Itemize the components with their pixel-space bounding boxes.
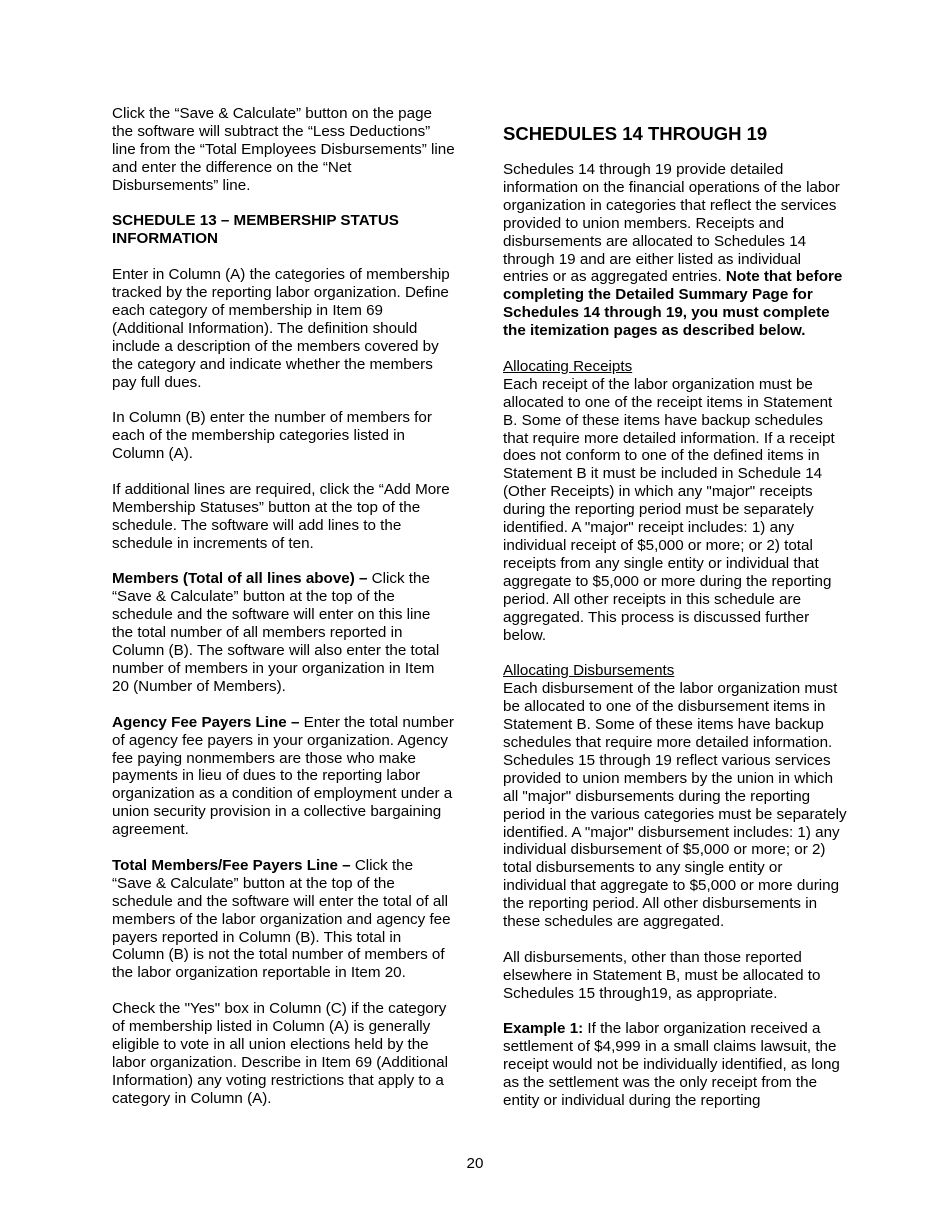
schedule-13-heading: SCHEDULE 13 – MEMBERSHIP STATUS INFORMATION — [112, 212, 399, 248]
allocating-disbursements-heading: Allocating Disbursements — [503, 662, 675, 680]
allocating-receipts-heading: Allocating Receipts — [503, 357, 633, 375]
agency-fee-text: Enter the total number of agency fee payers in your organization. Agency fee paying nonmembers are those who make payments in lieu of dues to the reporting labor organization as a condition of employment under a union security provision in a collective bargaining agreement. — [112, 713, 454, 839]
example-1-text: If the labor organization received a settlement of $4,999 in a small claims lawsuit, the receipt would not be individually identified, as long as the settlement was the only receipt from the entity or individual during the reporting — [503, 1020, 840, 1110]
total-members-paragraph — [112, 857, 455, 982]
intro-bold-note: Note that before completing the Detailed Summary Page for Schedules 14 through 19, you must complete the itemization pages as described below. — [503, 268, 843, 340]
right-column — [503, 105, 848, 1128]
intro-paragraph — [503, 161, 848, 340]
example-1-paragraph — [503, 1020, 848, 1110]
allocating-receipts-paragraph: Each receipt of the labor organization must be allocated to one of the receipt items in Statement B. Some of these items have backup schedules that require more detailed information. If a receipt does not conform to one of the defined items in Statement B it must be included in Schedule 14 (Other Receipts) in which any "major" receipts during the reporting period must be separately identified. A "major" receipt includes: 1) any individual receipt of $5,000 or more; or 2) total receipts from any single entity or individual that aggregate to $5,000 or more during the reporting period. All other receipts in this schedule are aggregated. This process is discussed further below. — [503, 375, 835, 644]
agency-fee-paragraph — [112, 714, 455, 839]
allocating-disbursements-paragraph: Each disbursement of the labor organization must be allocated to one of the disbursement items in Statement B. Some of these items have backup schedules that require more detailed information. Schedules 15 through 19 reflect various services provided to union members by the union in which all "major" disbursements during the reporting period in the various categories must be separately identified. A "major" disbursement includes: 1) any individual disbursement of $5,000 or more; or 2) total disbursements to any single entity or individual that aggregate to $5,000 or more during the reporting period. All other disbursements in these schedules are aggregated. — [503, 680, 847, 931]
total-members-text: Click the “Save & Calculate” button at the top of the schedule and the software will enter the total of all members of the labor organization and agency fee payers reported in Column (B). This total in Column (B) is not the total number of members of the labor organization reportable in Item 20. — [112, 856, 451, 982]
yes-box-paragraph: Check the "Yes" box in Column (C) if the category of membership listed in Column (A) is generally eligible to vote in all union elections held by the labor organization. Describe in Item 69 (Additional Information) any voting restrictions that apply to a category in Column (A). — [112, 1000, 448, 1107]
members-total-label: Members (Total of all lines above) – — [112, 570, 368, 588]
save-calculate-paragraph: Click the “Save & Calculate” button on the page the software will subtract the “Less Deductions” line from the “Total Employees Disbursements” line and enter the difference on the “Net Disbursements” line. — [112, 105, 455, 194]
agency-fee-label: Agency Fee Payers Line – — [112, 713, 300, 731]
all-disbursements-paragraph: All disbursements, other than those reported elsewhere in Statement B, must be allocated to Schedules 15 through19, as appropriate. — [503, 948, 821, 1002]
total-members-label: Total Members/Fee Payers Line – — [112, 856, 351, 874]
column-b-paragraph: In Column (B) enter the number of members for each of the membership categories listed in Column (A). — [112, 409, 432, 463]
left-column — [112, 105, 455, 1126]
members-total-text: Click the “Save & Calculate” button at the top of the schedule and the software will enter on this line the total number of all members reported in Column (B). The software will also enter the total number of members in your organization in Item 20 (Number of Members). — [112, 570, 440, 695]
additional-lines-paragraph: If additional lines are required, click the “Add More Membership Statuses” button at the top of the schedule. The software will add lines to the schedule in increments of ten. — [112, 480, 450, 552]
members-total-paragraph — [112, 570, 455, 695]
schedules-14-19-heading: SCHEDULES 14 THROUGH 19 — [503, 123, 768, 144]
intro-text: Schedules 14 through 19 provide detailed information on the financial operations of the labor organization in categories that reflect the services provided to union members. Receipts and disbursements are allocated to Schedules 14 through 19 and are either listed as individual entries or as aggregated entries. — [503, 161, 840, 286]
example-1-label: Example 1: — [503, 1020, 584, 1038]
column-a-paragraph: Enter in Column (A) the categories of membership tracked by the reporting labor organization. Define each category of membership in Item 69 (Additional Information). The definition should include a description of the members covered by the category and indicate whether the members pay full dues. — [112, 266, 450, 391]
page-number: 20 — [466, 1155, 484, 1172]
